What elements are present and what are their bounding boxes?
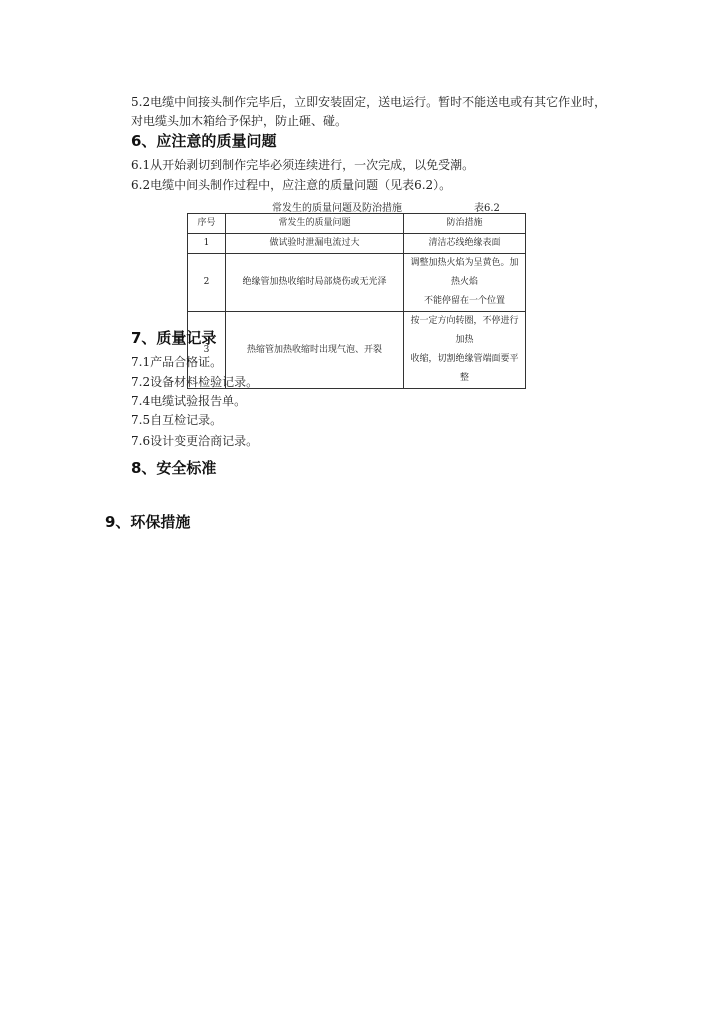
section-7-heading: 7、质量记录: [131, 329, 217, 347]
measure-line: 按一定方向转圈，不停进行加热: [410, 316, 519, 345]
table-row: [188, 254, 526, 312]
table-row: [188, 234, 526, 254]
header-cell-measure: 防治措施: [404, 214, 526, 234]
record-item: 7.4电缆试验报告单。: [131, 394, 247, 408]
section-9-heading: 9、环保措施: [105, 513, 191, 531]
measure-line: 收缩，切割绝缘管端面要平整: [410, 354, 519, 383]
row-problem: 绝缘管加热收缩时局部烧伤或无光泽: [226, 254, 404, 312]
record-item: 7.2设备材料检验记录。: [131, 375, 259, 389]
record-item: 7.5自互检记录。: [131, 413, 223, 427]
table-title: 常发生的质量问题及防治措施: [272, 203, 402, 214]
section-6-heading: 6、应注意的质量问题: [131, 132, 277, 150]
paragraph-6-2: 6.2电缆中间头制作过程中，应注意的质量问题（见表6.2）。: [131, 178, 452, 192]
row-measure: [404, 312, 526, 389]
quality-issues-table: [187, 213, 526, 389]
paragraph-6-1: 6.1从开始剥切到制作完毕必须连续进行，一次完成，以免受潮。: [131, 158, 475, 172]
paragraph-5-2-line-2: 对电缆头加木箱给予保护，防止砸、碰。: [131, 114, 348, 128]
measure-line: 不能停留在一个位置: [423, 296, 505, 306]
row-measure: [404, 234, 526, 254]
section-8-heading: 8、安全标准: [131, 459, 217, 477]
table-number: 表6.2: [474, 203, 500, 214]
row-no: 3: [188, 312, 226, 389]
row-problem: 做试验时泄漏电流过大: [226, 234, 404, 254]
row-measure: [404, 254, 526, 312]
row-problem: 热缩管加热收缩时出现气泡、开裂: [226, 312, 404, 389]
measure-line: 清洁芯线绝缘表面: [428, 238, 501, 248]
paragraph-5-2-line-1: 5.2电缆中间接头制作完毕后，立即安装固定，送电运行。暂时不能送电或有其它作业时，: [131, 95, 607, 109]
row-no: 2: [188, 254, 226, 312]
header-cell-no: 序号: [188, 214, 226, 234]
record-item: 7.1产品合格证。: [131, 355, 223, 369]
measure-line: 调整加热火焰为呈黄色。加热火焰: [410, 258, 519, 287]
table-header-row: [188, 214, 526, 234]
header-cell-problem: 常发生的质量问题: [226, 214, 404, 234]
record-item: 7.6设计变更洽商记录。: [131, 434, 259, 448]
row-no: 1: [188, 234, 226, 254]
